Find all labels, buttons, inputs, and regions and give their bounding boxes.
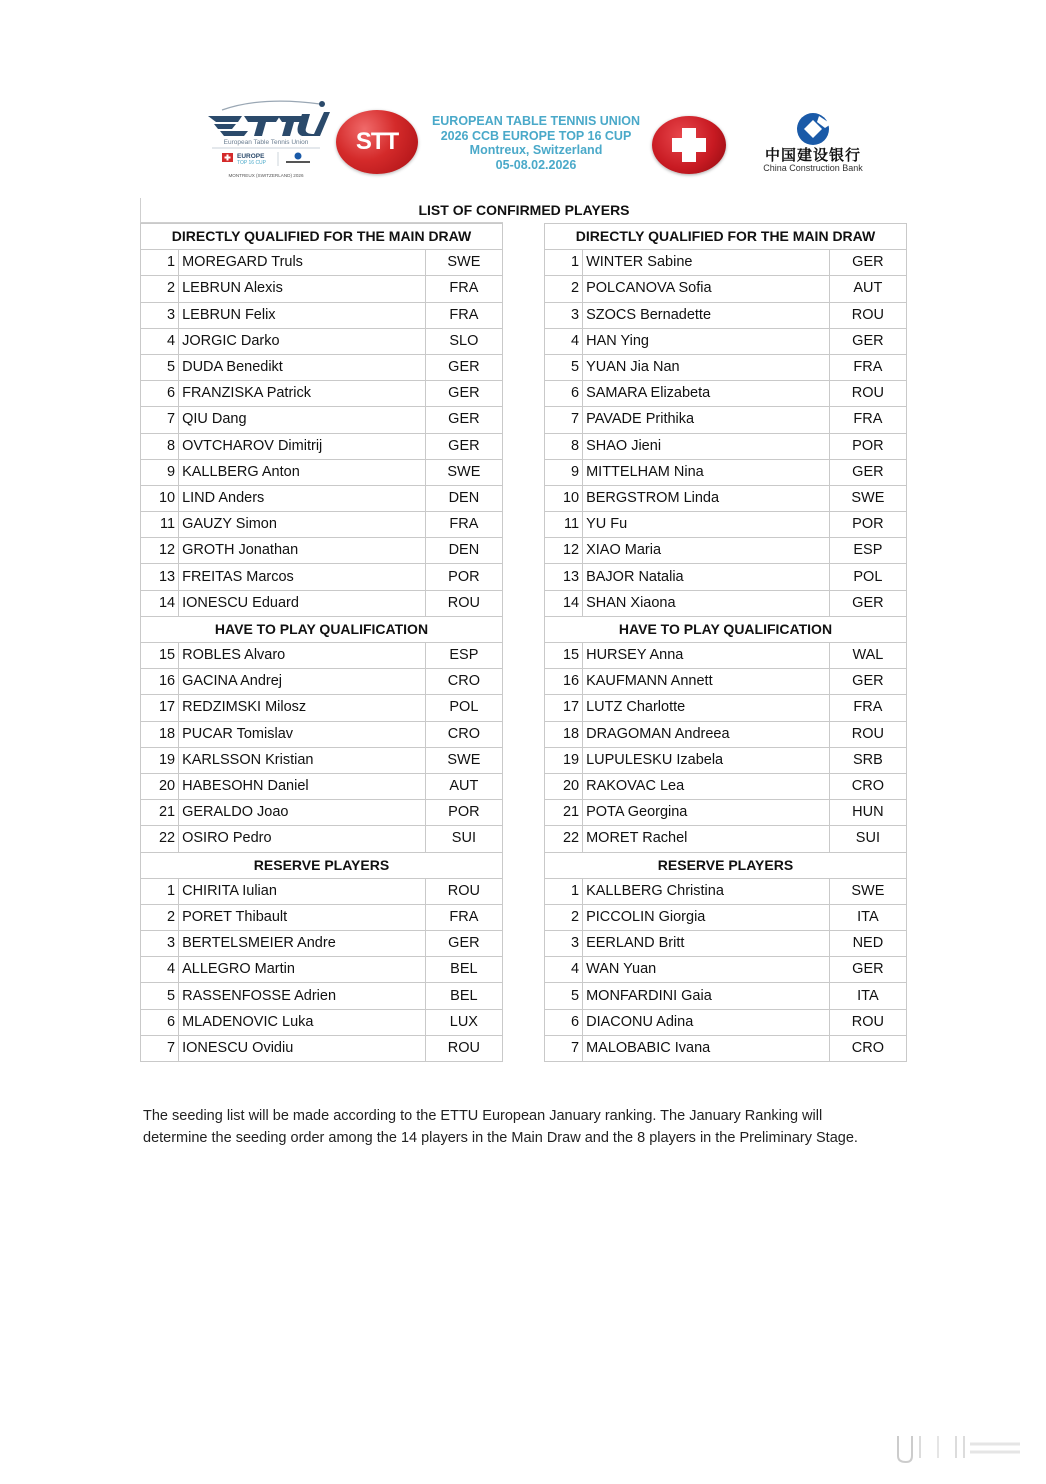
player-country: POR bbox=[829, 512, 906, 538]
player-country: SWE bbox=[829, 485, 906, 511]
table-row bbox=[141, 904, 503, 930]
player-name: MOREGARD Truls bbox=[179, 250, 426, 276]
player-country: CRO bbox=[425, 721, 502, 747]
player-name: DIACONU Adina bbox=[583, 1009, 830, 1035]
table-row bbox=[545, 302, 907, 328]
player-country: SWE bbox=[425, 747, 502, 773]
svg-text:TOP 16 CUP: TOP 16 CUP bbox=[237, 160, 266, 166]
player-name: ALLEGRO Martin bbox=[179, 957, 426, 983]
player-country: ITA bbox=[829, 904, 906, 930]
table-row bbox=[545, 276, 907, 302]
player-name: GERALDO Joao bbox=[179, 800, 426, 826]
table-row bbox=[141, 669, 503, 695]
section-heading: HAVE TO PLAY QUALIFICATION bbox=[545, 616, 907, 642]
player-country: SWE bbox=[425, 250, 502, 276]
player-name: PICCOLIN Giorgia bbox=[583, 904, 830, 930]
player-number: 18 bbox=[141, 721, 179, 747]
women-section-main-draw bbox=[545, 224, 907, 617]
player-name: KAUFMANN Annett bbox=[583, 669, 830, 695]
ettu-logo bbox=[202, 98, 330, 182]
player-number: 4 bbox=[545, 957, 583, 983]
men-players-table bbox=[140, 223, 503, 1062]
player-number: 15 bbox=[141, 643, 179, 669]
player-name: BAJOR Natalia bbox=[583, 564, 830, 590]
player-number: 5 bbox=[545, 354, 583, 380]
table-row bbox=[141, 459, 503, 485]
player-name: BERTELSMEIER Andre bbox=[179, 931, 426, 957]
player-number: 18 bbox=[545, 721, 583, 747]
player-number: 15 bbox=[545, 643, 583, 669]
player-name: SAMARA Elizabeta bbox=[583, 381, 830, 407]
men-section-qualification bbox=[141, 616, 503, 852]
player-number: 1 bbox=[545, 878, 583, 904]
player-number: 3 bbox=[141, 302, 179, 328]
ccb-logo bbox=[738, 112, 888, 178]
player-name: WAN Yuan bbox=[583, 957, 830, 983]
player-country: FRA bbox=[829, 354, 906, 380]
event-location: Montreux, Switzerland bbox=[469, 143, 603, 157]
player-number: 8 bbox=[545, 433, 583, 459]
player-country: WAL bbox=[829, 643, 906, 669]
player-number: 16 bbox=[545, 669, 583, 695]
table-row bbox=[545, 800, 907, 826]
table-row bbox=[141, 695, 503, 721]
player-country: NED bbox=[829, 931, 906, 957]
player-number: 20 bbox=[545, 773, 583, 799]
player-name: HABESOHN Daniel bbox=[179, 773, 426, 799]
women-players-table bbox=[544, 223, 907, 1062]
table-row bbox=[545, 354, 907, 380]
player-number: 9 bbox=[545, 459, 583, 485]
player-number: 7 bbox=[545, 407, 583, 433]
player-country: GER bbox=[425, 354, 502, 380]
player-number: 16 bbox=[141, 669, 179, 695]
player-country: GER bbox=[425, 931, 502, 957]
table-row bbox=[141, 1035, 503, 1061]
table-row bbox=[545, 957, 907, 983]
men-section-main-draw bbox=[141, 224, 503, 617]
men-section-reserves bbox=[141, 852, 503, 1062]
section-heading: RESERVE PLAYERS bbox=[141, 852, 503, 878]
player-country: SRB bbox=[829, 747, 906, 773]
player-name: LUTZ Charlotte bbox=[583, 695, 830, 721]
player-name: BERGSTROM Linda bbox=[583, 485, 830, 511]
stt-logo: STT bbox=[336, 110, 418, 174]
player-number: 11 bbox=[141, 512, 179, 538]
player-country: HUN bbox=[829, 800, 906, 826]
table-row bbox=[545, 747, 907, 773]
player-number: 3 bbox=[545, 931, 583, 957]
table-row bbox=[141, 643, 503, 669]
player-name: LUPULESKU Izabela bbox=[583, 747, 830, 773]
player-name: SZOCS Bernadette bbox=[583, 302, 830, 328]
player-country: SWE bbox=[425, 459, 502, 485]
player-number: 6 bbox=[141, 381, 179, 407]
table-row bbox=[545, 931, 907, 957]
svg-text:European Table Tennis Union: European Table Tennis Union bbox=[223, 139, 309, 146]
player-name: GROTH Jonathan bbox=[179, 538, 426, 564]
table-row bbox=[545, 904, 907, 930]
player-name: DUDA Benedikt bbox=[179, 354, 426, 380]
player-name: WINTER Sabine bbox=[583, 250, 830, 276]
player-name: EERLAND Britt bbox=[583, 931, 830, 957]
player-country: ESP bbox=[829, 538, 906, 564]
player-country: FRA bbox=[829, 695, 906, 721]
table-row bbox=[141, 328, 503, 354]
player-country: GER bbox=[425, 407, 502, 433]
player-name: LEBRUN Felix bbox=[179, 302, 426, 328]
player-number: 20 bbox=[141, 773, 179, 799]
player-country: GER bbox=[829, 250, 906, 276]
table-row bbox=[141, 931, 503, 957]
player-number: 4 bbox=[545, 328, 583, 354]
player-name: MORET Rachel bbox=[583, 826, 830, 852]
player-number: 7 bbox=[545, 1035, 583, 1061]
player-number: 2 bbox=[545, 276, 583, 302]
table-row bbox=[545, 485, 907, 511]
player-number: 13 bbox=[545, 564, 583, 590]
player-number: 2 bbox=[141, 276, 179, 302]
player-country: FRA bbox=[425, 276, 502, 302]
table-row bbox=[141, 485, 503, 511]
player-number: 1 bbox=[141, 250, 179, 276]
page-title: LIST OF CONFIRMED PLAYERS bbox=[418, 202, 630, 218]
player-name: XIAO Maria bbox=[583, 538, 830, 564]
table-row bbox=[141, 1009, 503, 1035]
player-number: 7 bbox=[141, 407, 179, 433]
player-number: 13 bbox=[141, 564, 179, 590]
table-row bbox=[545, 590, 907, 616]
table-row bbox=[141, 302, 503, 328]
table-row bbox=[545, 878, 907, 904]
player-number: 1 bbox=[141, 878, 179, 904]
table-row bbox=[141, 354, 503, 380]
table-row bbox=[545, 643, 907, 669]
player-name: KALLBERG Christina bbox=[583, 878, 830, 904]
player-name: FRANZISKA Patrick bbox=[179, 381, 426, 407]
player-country: FRA bbox=[425, 904, 502, 930]
event-info bbox=[426, 114, 646, 172]
player-name: OSIRO Pedro bbox=[179, 826, 426, 852]
player-country: ROU bbox=[425, 878, 502, 904]
table-row bbox=[545, 721, 907, 747]
player-number: 11 bbox=[545, 512, 583, 538]
player-country: ITA bbox=[829, 983, 906, 1009]
table-row bbox=[545, 1009, 907, 1035]
player-country: ROU bbox=[829, 381, 906, 407]
player-name: RAKOVAC Lea bbox=[583, 773, 830, 799]
player-number: 19 bbox=[545, 747, 583, 773]
player-name: SHAN Xiaona bbox=[583, 590, 830, 616]
player-number: 2 bbox=[141, 904, 179, 930]
player-country: DEN bbox=[425, 538, 502, 564]
player-name: SHAO Jieni bbox=[583, 433, 830, 459]
ccb-name-en: China Construction Bank bbox=[763, 163, 863, 173]
ettu-wordmark-icon bbox=[202, 98, 330, 182]
player-name: LEBRUN Alexis bbox=[179, 276, 426, 302]
player-name: MLADENOVIC Luka bbox=[179, 1009, 426, 1035]
table-row bbox=[141, 590, 503, 616]
player-number: 2 bbox=[545, 904, 583, 930]
table-row bbox=[141, 433, 503, 459]
player-number: 19 bbox=[141, 747, 179, 773]
table-row bbox=[545, 1035, 907, 1061]
player-number: 4 bbox=[141, 328, 179, 354]
player-number: 3 bbox=[545, 302, 583, 328]
table-row bbox=[545, 250, 907, 276]
player-country: POL bbox=[829, 564, 906, 590]
player-country: GER bbox=[425, 381, 502, 407]
player-country: ESP bbox=[425, 643, 502, 669]
section-heading: DIRECTLY QUALIFIED FOR THE MAIN DRAW bbox=[545, 224, 907, 250]
player-country: FRA bbox=[829, 407, 906, 433]
player-name: KALLBERG Anton bbox=[179, 459, 426, 485]
event-dates: 05-08.02.2026 bbox=[495, 157, 577, 172]
player-name: DRAGOMAN Andreea bbox=[583, 721, 830, 747]
player-country: FRA bbox=[425, 302, 502, 328]
player-name: ROBLES Alvaro bbox=[179, 643, 426, 669]
player-number: 5 bbox=[141, 354, 179, 380]
player-number: 5 bbox=[545, 983, 583, 1009]
player-number: 6 bbox=[545, 381, 583, 407]
player-name: PUCAR Tomislav bbox=[179, 721, 426, 747]
player-name: PORET Thibault bbox=[179, 904, 426, 930]
table-row bbox=[545, 538, 907, 564]
ccb-emblem-icon bbox=[791, 112, 835, 146]
player-country: ROU bbox=[829, 721, 906, 747]
watermark-icon bbox=[890, 1428, 1026, 1468]
player-country: AUT bbox=[829, 276, 906, 302]
player-name: FREITAS Marcos bbox=[179, 564, 426, 590]
svg-text:EUROPE: EUROPE bbox=[237, 153, 265, 160]
player-country: BEL bbox=[425, 983, 502, 1009]
player-country: CRO bbox=[829, 1035, 906, 1061]
player-number: 22 bbox=[545, 826, 583, 852]
player-country: ROU bbox=[829, 302, 906, 328]
ccb-name-cn: 中国建设银行 bbox=[764, 147, 861, 164]
player-number: 12 bbox=[141, 538, 179, 564]
player-number: 7 bbox=[141, 1035, 179, 1061]
table-row bbox=[141, 747, 503, 773]
table-row bbox=[141, 983, 503, 1009]
section-heading: DIRECTLY QUALIFIED FOR THE MAIN DRAW bbox=[141, 224, 503, 250]
table-row bbox=[141, 512, 503, 538]
player-number: 17 bbox=[545, 695, 583, 721]
table-row bbox=[141, 800, 503, 826]
player-number: 12 bbox=[545, 538, 583, 564]
table-row bbox=[141, 250, 503, 276]
table-row bbox=[545, 512, 907, 538]
player-country: SUI bbox=[829, 826, 906, 852]
player-name: YU Fu bbox=[583, 512, 830, 538]
table-row bbox=[545, 407, 907, 433]
table-row bbox=[545, 669, 907, 695]
player-country: GER bbox=[425, 433, 502, 459]
table-row bbox=[141, 381, 503, 407]
player-number: 10 bbox=[141, 485, 179, 511]
player-name: CHIRITA Iulian bbox=[179, 878, 426, 904]
player-name: IONESCU Eduard bbox=[179, 590, 426, 616]
player-number: 17 bbox=[141, 695, 179, 721]
section-heading: HAVE TO PLAY QUALIFICATION bbox=[141, 616, 503, 642]
player-number: 9 bbox=[141, 459, 179, 485]
player-name: POTA Georgina bbox=[583, 800, 830, 826]
player-number: 6 bbox=[141, 1009, 179, 1035]
player-country: CRO bbox=[829, 773, 906, 799]
player-country: POR bbox=[829, 433, 906, 459]
player-name: HURSEY Anna bbox=[583, 643, 830, 669]
player-number: 21 bbox=[141, 800, 179, 826]
player-name: GACINA Andrej bbox=[179, 669, 426, 695]
table-row bbox=[545, 695, 907, 721]
player-country: CRO bbox=[425, 669, 502, 695]
player-country: GER bbox=[829, 590, 906, 616]
seeding-note-line-1: The seeding list will be made according to the ETTU European January ranking. The January Ranking will bbox=[143, 1108, 823, 1124]
table-row bbox=[141, 538, 503, 564]
player-name: RASSENFOSSE Adrien bbox=[179, 983, 426, 1009]
swiss-flag-icon bbox=[652, 116, 726, 174]
table-row bbox=[141, 276, 503, 302]
event-name: 2026 CCB EUROPE TOP 16 CUP bbox=[440, 128, 632, 143]
player-country: LUX bbox=[425, 1009, 502, 1035]
player-name: JORGIC Darko bbox=[179, 328, 426, 354]
player-country: SUI bbox=[425, 826, 502, 852]
event-org: EUROPEAN TABLE TENNIS UNION bbox=[431, 114, 641, 128]
seeding-note bbox=[143, 1105, 933, 1149]
table-row bbox=[545, 564, 907, 590]
table-row bbox=[141, 721, 503, 747]
table-row bbox=[545, 433, 907, 459]
player-country: GER bbox=[829, 669, 906, 695]
table-row bbox=[141, 407, 503, 433]
player-name: OVTCHAROV Dimitrij bbox=[179, 433, 426, 459]
table-row bbox=[545, 459, 907, 485]
player-name: REDZIMSKI Milosz bbox=[179, 695, 426, 721]
player-number: 14 bbox=[141, 590, 179, 616]
player-country: ROU bbox=[425, 1035, 502, 1061]
player-country: GER bbox=[829, 459, 906, 485]
table-row bbox=[141, 826, 503, 852]
table-row bbox=[545, 826, 907, 852]
player-name: MONFARDINI Gaia bbox=[583, 983, 830, 1009]
player-country: POL bbox=[425, 695, 502, 721]
player-number: 22 bbox=[141, 826, 179, 852]
player-name: HAN Ying bbox=[583, 328, 830, 354]
player-number: 10 bbox=[545, 485, 583, 511]
player-country: DEN bbox=[425, 485, 502, 511]
player-name: IONESCU Ovidiu bbox=[179, 1035, 426, 1061]
player-name: KARLSSON Kristian bbox=[179, 747, 426, 773]
player-country: BEL bbox=[425, 957, 502, 983]
table-row bbox=[545, 773, 907, 799]
player-name: PAVADE Prithika bbox=[583, 407, 830, 433]
women-section-reserves bbox=[545, 852, 907, 1062]
table-row bbox=[545, 328, 907, 354]
player-country: GER bbox=[829, 328, 906, 354]
player-country: GER bbox=[829, 957, 906, 983]
player-number: 3 bbox=[141, 931, 179, 957]
table-row bbox=[141, 878, 503, 904]
women-section-qualification bbox=[545, 616, 907, 852]
player-number: 6 bbox=[545, 1009, 583, 1035]
player-number: 21 bbox=[545, 800, 583, 826]
player-name: MALOBABIC Ivana bbox=[583, 1035, 830, 1061]
table-row bbox=[141, 957, 503, 983]
player-number: 4 bbox=[141, 957, 179, 983]
player-country: FRA bbox=[425, 512, 502, 538]
player-number: 14 bbox=[545, 590, 583, 616]
table-row bbox=[141, 773, 503, 799]
player-country: POR bbox=[425, 564, 502, 590]
table-row bbox=[141, 564, 503, 590]
player-country: AUT bbox=[425, 773, 502, 799]
player-number: 1 bbox=[545, 250, 583, 276]
player-name: YUAN Jia Nan bbox=[583, 354, 830, 380]
player-number: 5 bbox=[141, 983, 179, 1009]
header-logos bbox=[198, 98, 898, 182]
player-name: LIND Anders bbox=[179, 485, 426, 511]
table-row bbox=[545, 983, 907, 1009]
player-name: QIU Dang bbox=[179, 407, 426, 433]
player-number: 8 bbox=[141, 433, 179, 459]
player-name: POLCANOVA Sofia bbox=[583, 276, 830, 302]
seeding-note-line-2: determine the seeding order among the 14 players in the Main Draw and the 8 players in the Preliminary Stage. bbox=[143, 1130, 858, 1146]
section-heading: RESERVE PLAYERS bbox=[545, 852, 907, 878]
table-row bbox=[545, 381, 907, 407]
player-country: ROU bbox=[829, 1009, 906, 1035]
player-country: SWE bbox=[829, 878, 906, 904]
svg-text:MONTREUX (SWITZERLAND) 2026: MONTREUX (SWITZERLAND) 2026 bbox=[228, 173, 304, 178]
player-name: MITTELHAM Nina bbox=[583, 459, 830, 485]
player-country: SLO bbox=[425, 328, 502, 354]
player-country: POR bbox=[425, 800, 502, 826]
player-country: ROU bbox=[425, 590, 502, 616]
player-name: GAUZY Simon bbox=[179, 512, 426, 538]
